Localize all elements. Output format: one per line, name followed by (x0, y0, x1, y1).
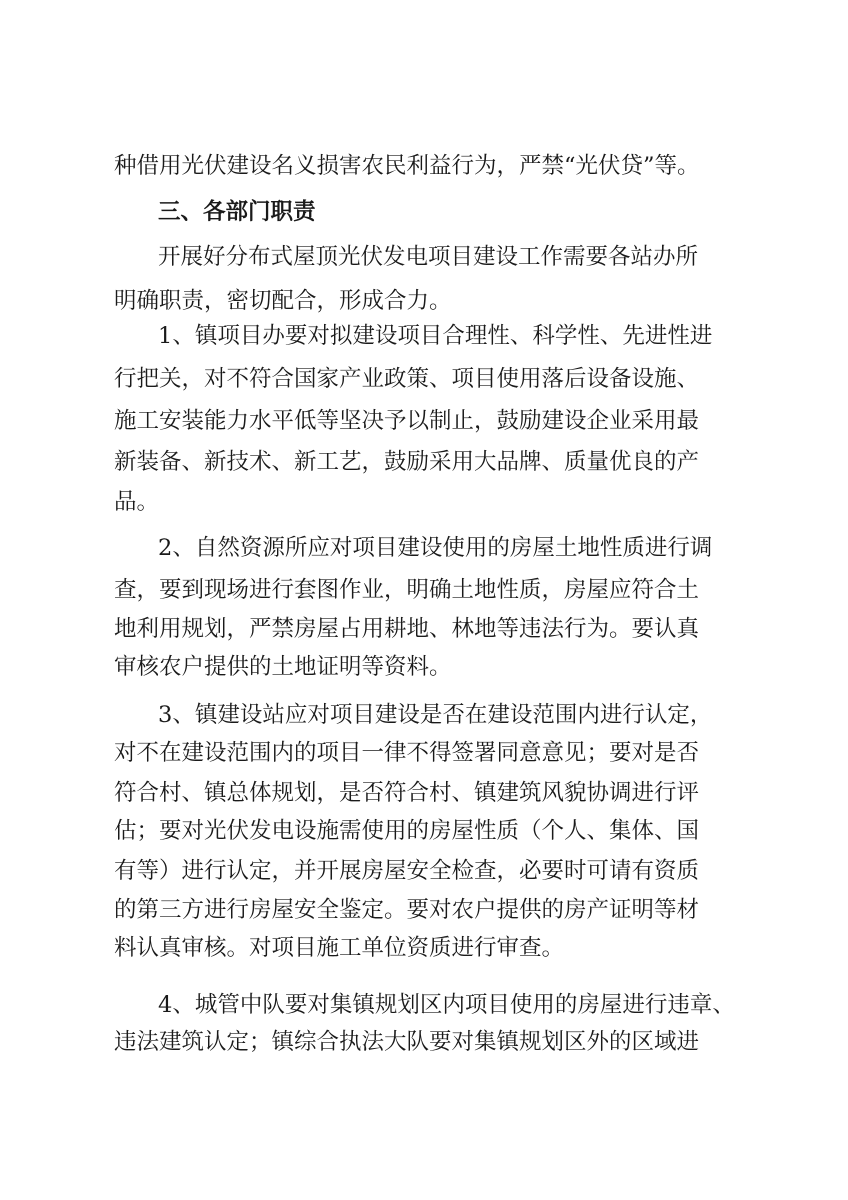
text-line: 查，要到现场进行套图作业，明确土地性质，房屋应符合土 (114, 577, 700, 603)
text-line: 地利用规划，严禁房屋占用耕地、林地等违法行为。要认真 (114, 616, 700, 642)
text-line: 施工安装能力水平低等坚决予以制止，鼓励建设企业采用最 (114, 408, 700, 434)
text-line: 明确职责，密切配合，形成合力。 (114, 288, 452, 314)
text-line: 违法建筑认定；镇综合执法大队要对集镇规划区外的区域进 (114, 1029, 700, 1055)
text-line: 1、镇项目办要对拟建设项目合理性、科学性、先进性进 (158, 323, 713, 349)
text-line: 2、自然资源所应对项目建设使用的房屋土地性质进行调 (158, 535, 713, 561)
text-line: 种借用光伏建设名义损害农民利益行为，严禁“光伏贷”等。 (114, 153, 700, 179)
text-line: 估；要对光伏发电设施需使用的房屋性质（个人、集体、国 (114, 818, 700, 844)
text-line: 审核农户提供的土地证明等资料。 (114, 654, 452, 680)
text-line: 有等）进行认定，并开展房屋安全检查，必要时可请有资质 (114, 858, 700, 884)
text-line: 新装备、新技术、新工艺，鼓励采用大品牌、质量优良的产 (114, 449, 700, 475)
text-line: 的第三方进行房屋安全鉴定。要对农户提供的房产证明等材 (114, 897, 700, 923)
text-line: 符合村、镇总体规划，是否符合村、镇建筑风貌协调进行评 (114, 780, 700, 806)
text-line: 品。 (114, 489, 160, 515)
text-line: 开展好分布式屋顶光伏发电项目建设工作需要各站办所 (158, 244, 699, 270)
text-line: 3、镇建设站应对项目建设是否在建设范围内进行认定， (158, 702, 713, 728)
text-line: 对不在建设范围内的项目一律不得签署同意意见；要对是否 (114, 740, 700, 766)
text-line: 行把关，对不符合国家产业政策、项目使用落后设备设施、 (114, 366, 700, 392)
text-line: 料认真审核。对项目施工单位资质进行审查。 (114, 935, 565, 961)
text-line: 4、城管中队要对集镇规划区内项目使用的房屋进行违章、 (158, 992, 735, 1018)
section-heading: 三、各部门职责 (158, 199, 316, 225)
